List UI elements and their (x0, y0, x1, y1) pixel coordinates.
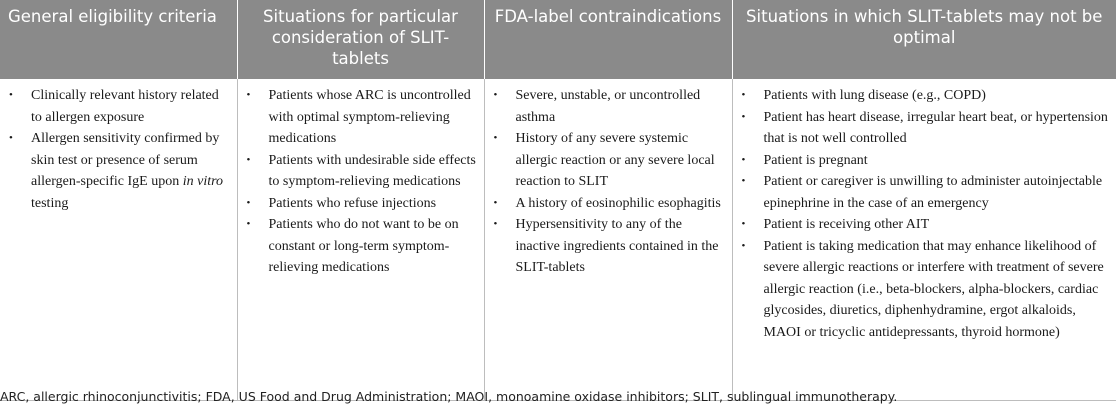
bullet-icon: • (741, 153, 746, 166)
bullet-list (491, 85, 728, 279)
list-item-text: History of any severe systemic allergic reaction or any severe local reaction to SLIT (515, 131, 715, 189)
list-item-text: Patient has heart disease, irregular heart beat, or hypertension that is not well controlled (763, 109, 1108, 146)
cell-general-eligibility (0, 79, 237, 400)
table-footnote: ARC, allergic rhinoconjunctivitis; FDA, US Food and Drug Administration; MAOI, monoamine oxidase inhibitors; SLIT, sublingual immunotherapy. (0, 389, 898, 404)
cell-not-optimal (732, 79, 1116, 400)
list-item (491, 214, 728, 279)
cell-fda-contraindications (484, 79, 732, 400)
cell-particular-consideration (237, 79, 484, 400)
list-item (244, 193, 480, 215)
list-item-text-after: testing (31, 195, 69, 211)
list-item-text: Patients who do not want to be on constant or long-term symptom-relieving medications (268, 217, 459, 275)
list-item (491, 128, 728, 193)
bullet-icon: • (9, 89, 13, 101)
bullet-icon: • (246, 218, 251, 230)
bullet-icon: • (9, 132, 13, 144)
bullet-icon: • (741, 89, 746, 101)
list-item-text: Patients with undesirable side effects to symptom-relieving medications (268, 152, 476, 189)
list-item (6, 128, 233, 214)
header-row (0, 0, 1116, 79)
list-item (6, 85, 233, 128)
header-general-eligibility: General eligibility criteria (0, 0, 237, 79)
list-item-text-before: Allergen sensitivity confirmed by skin test or presence of serum allergen-specific IgE upon (31, 131, 220, 189)
list-item (491, 85, 728, 128)
list-item-text: Patients whose ARC is uncontrolled with optimal symptom-relieving medications (268, 88, 471, 146)
bullet-icon: • (493, 132, 498, 144)
list-item (244, 150, 480, 193)
list-item (739, 214, 1113, 236)
list-item-text: Patients with lung disease (e.g., COPD) (763, 88, 986, 103)
list-item (739, 236, 1113, 344)
bullet-list (6, 85, 233, 214)
bullet-icon: • (741, 218, 746, 230)
bullet-icon: • (493, 218, 498, 230)
list-item-text: Clinically relevant history related to allergen exposure (31, 88, 219, 125)
bullet-icon: • (741, 110, 746, 123)
list-item-text-italic: in vitro (182, 174, 224, 189)
list-item (739, 107, 1113, 150)
table-row (0, 79, 1116, 400)
list-item-text: Patients who refuse injections (268, 195, 437, 211)
list-item-text: Patient is taking medication that may enhance likelihood of severe allergic reactions or interfere with treatment of severe allergic reaction (i.e., beta-blockers, alpha-blockers, cardiac glycosides, diuretics, diphenhydramine, ergot alkaloids, MAOI or tricyclic antidepressants, thyroid hormone) (763, 238, 1104, 340)
list-item-text: Patient or caregiver is unwilling to administer autoinjectable epinephrine in the case of an emergency (763, 174, 1103, 211)
bullet-icon: • (493, 89, 498, 101)
header-fda-contraindications: FDA-label contraindications (484, 0, 732, 79)
list-item (739, 150, 1113, 172)
list-item-text: Severe, unstable, or uncontrolled asthma (515, 88, 701, 125)
bullet-icon: • (741, 239, 746, 252)
list-item (491, 193, 728, 215)
bullet-icon: • (741, 175, 746, 187)
list-item (739, 171, 1113, 214)
list-item-text: Patient is pregnant (763, 152, 868, 168)
list-item (244, 214, 480, 279)
bullet-list (739, 85, 1113, 343)
bullet-icon: • (493, 196, 498, 209)
bullet-icon: • (246, 89, 251, 101)
header-particular-consideration: Situations for particular consideration of SLIT-tablets (237, 0, 484, 79)
header-not-optimal: Situations in which SLIT-tablets may not be optimal (732, 0, 1116, 79)
list-item (244, 85, 480, 150)
list-item (739, 85, 1113, 107)
bullet-icon: • (246, 196, 251, 209)
bullet-icon: • (246, 153, 251, 166)
list-item-text: Hypersensitivity to any of the inactive ingredients contained in the SLIT-tablets (515, 217, 719, 275)
list-item-text: Patient is receiving other AIT (763, 217, 930, 232)
bullet-list (244, 85, 480, 279)
list-item-text: A history of eosinophilic esophagitis (515, 195, 721, 211)
